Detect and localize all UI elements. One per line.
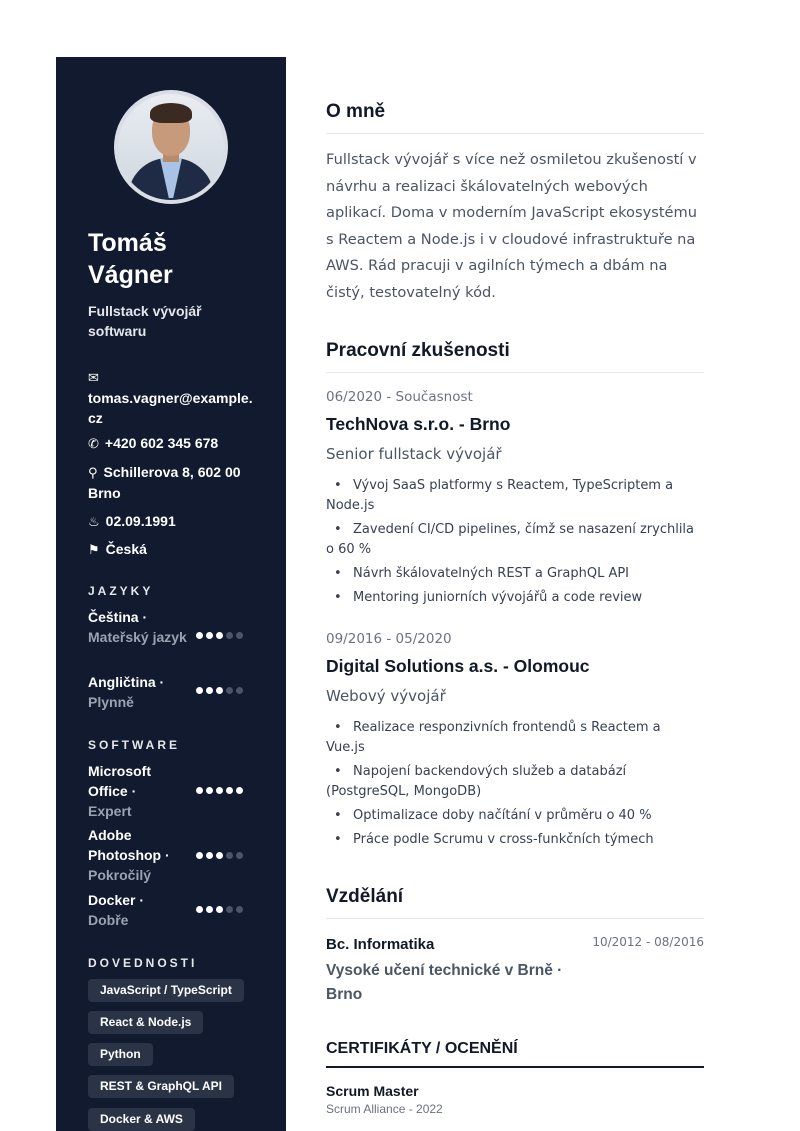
rating-dots: [196, 632, 243, 639]
skill-tag: REST & GraphQL API: [88, 1075, 234, 1098]
list-item: • Napojení backendových služeb a databází (PostgreSQL, MongoDB): [326, 762, 696, 802]
experience-heading: Pracovní zkušenosti: [326, 340, 704, 373]
phone-icon: ✆: [88, 436, 99, 451]
rating-dot-empty: [236, 632, 243, 639]
languages-heading: JAZYKY: [88, 584, 154, 598]
contact-birthdate: ♨ 02.09.1991: [88, 511, 258, 532]
skill-tag: JavaScript / TypeScript: [88, 979, 244, 1002]
sidebar: [56, 57, 286, 1131]
language-item: Angličtina · Plynně: [88, 672, 258, 712]
rating-dot-filled: [216, 906, 223, 913]
education-degree: Bc. Informatika: [326, 936, 435, 953]
about-heading: O mně: [326, 101, 704, 134]
list-item: • Zavedení CI/CD pipelines, čímž se nasazení zrychlila o 60 %: [326, 520, 696, 560]
rating-dot-filled: [206, 852, 213, 859]
rating-dot-filled: [236, 787, 243, 794]
list-item: • Optimalizace doby načítání v průměru o 40 %: [326, 806, 696, 826]
rating-dot-filled: [216, 852, 223, 859]
skill-tag: Python: [88, 1043, 153, 1066]
envelope-icon: ✉: [88, 370, 99, 385]
rating-dot-filled: [206, 632, 213, 639]
skill-tag: Docker & AWS: [88, 1108, 195, 1131]
rating-dot-empty: [226, 906, 233, 913]
avatar: [114, 90, 228, 204]
software-item: Docker · Dobře: [88, 890, 258, 930]
rating-dot-filled: [196, 687, 203, 694]
rating-dot-filled: [216, 687, 223, 694]
list-item: • Mentoring juniorních vývojářů a code review: [326, 588, 696, 608]
list-item: • Realizace responzivních frontendů s Reactem a Vue.js: [326, 718, 696, 758]
job-date: 09/2016 - 05/2020: [326, 631, 452, 647]
rating-dot-filled: [216, 787, 223, 794]
contact-phone[interactable]: ✆ +420 602 345 678: [88, 433, 258, 454]
rating-dot-empty: [236, 852, 243, 859]
rating-dot-empty: [226, 687, 233, 694]
job-bullets: [326, 476, 696, 612]
contact-address: ⚲ Schillerova 8, 602 00 Brno: [88, 464, 241, 501]
job-company: Digital Solutions a.s. - Olomouc: [326, 656, 590, 676]
candidate-role: Fullstack vývojář softwaru: [88, 303, 202, 339]
list-item: • Vývoj SaaS platformy s Reactem, TypeScriptem a Node.js: [326, 476, 696, 516]
rating-dot-empty: [226, 632, 233, 639]
education-school: Vysoké učení technické v Brně · Brno: [326, 962, 563, 1003]
rating-dot-filled: [196, 906, 203, 913]
profile-photo: [118, 94, 224, 200]
rating-dot-filled: [206, 787, 213, 794]
rating-dot-filled: [206, 906, 213, 913]
rating-dots: [196, 906, 243, 913]
rating-dot-empty: [226, 852, 233, 859]
rating-dots: [196, 852, 243, 859]
contact-nationality: ⚑ Česká: [88, 539, 258, 560]
job-bullets: [326, 718, 696, 854]
certificate-name: Scrum Master: [326, 1083, 419, 1099]
certificate-meta: Scrum Alliance - 2022: [326, 1102, 443, 1116]
rating-dot-empty: [236, 906, 243, 913]
job-date: 06/2020 - Současnost: [326, 389, 473, 405]
job-position: Senior fullstack vývojář: [326, 445, 502, 463]
job-company: TechNova s.r.o. - Brno: [326, 414, 511, 434]
certificates-heading: CERTIFIKÁTY / OCENĚNÍ: [326, 1040, 704, 1068]
rating-dot-filled: [216, 632, 223, 639]
job-position: Webový vývojář: [326, 687, 446, 705]
rating-dot-filled: [196, 787, 203, 794]
about-text: Fullstack vývojář s více než osmiletou zkušeností v návrhu a realizaci škálovatelných webových aplikací. Doma v moderním JavaScript ekosystému s Reactem a Node.js i v cloudové infrastruktuře na AWS. Rád pracuji v agilních týmech a dbám na čistý, testovatelný kód.: [326, 151, 697, 301]
rating-dot-empty: [236, 687, 243, 694]
skill-tag: React & Node.js: [88, 1011, 203, 1034]
map-pin-icon: ⚲: [88, 465, 98, 480]
rating-dot-filled: [196, 852, 203, 859]
rating-dot-filled: [206, 687, 213, 694]
contact-email[interactable]: ✉ tomas.vagner@example.cz: [88, 370, 253, 426]
candidate-name: Tomáš Vágner: [88, 229, 173, 289]
rating-dots: [196, 687, 243, 694]
skills-heading: DOVEDNOSTI: [88, 956, 198, 970]
education-date: 10/2012 - 08/2016: [592, 935, 704, 949]
rating-dots: [196, 787, 243, 794]
software-item: Adobe Photoshop · Pokročilý: [88, 825, 258, 885]
software-item: Microsoft Office · Expert: [88, 761, 258, 821]
birthday-cake-icon: ♨: [88, 514, 100, 529]
software-heading: SOFTWARE: [88, 738, 180, 752]
language-item: Čeština · Mateřský jazyk: [88, 607, 258, 647]
rating-dot-filled: [226, 787, 233, 794]
education-heading: Vzdělání: [326, 886, 704, 919]
rating-dot-filled: [196, 632, 203, 639]
list-item: • Návrh škálovatelných REST a GraphQL API: [326, 564, 696, 584]
list-item: • Práce podle Scrumu v cross-funkčních týmech: [326, 830, 696, 850]
flag-icon: ⚑: [88, 542, 100, 557]
